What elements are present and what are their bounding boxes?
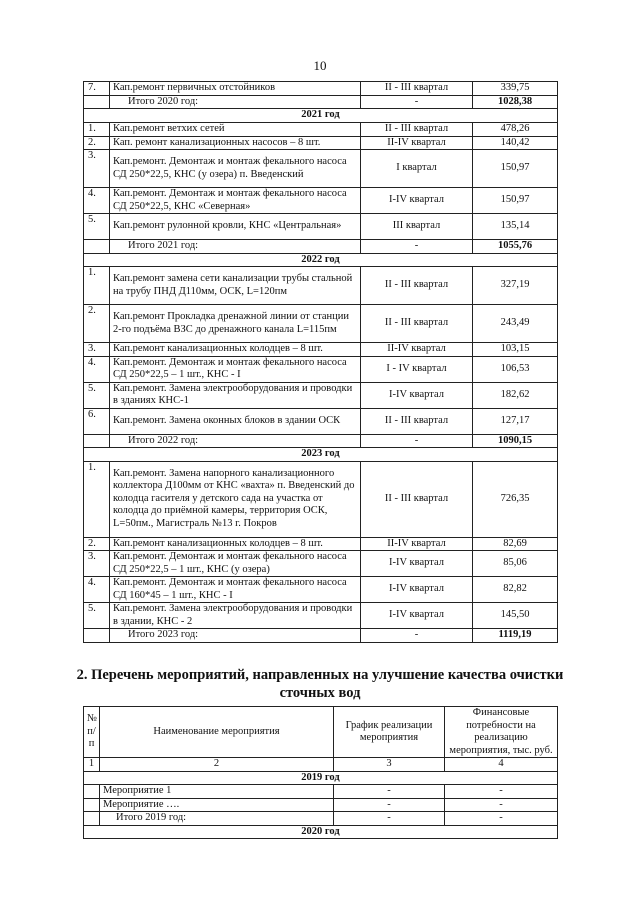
schedule-cell: II - III квартал (361, 461, 473, 537)
measure-name: Кап.ремонт канализационных колодцев – 8 шт. (110, 537, 361, 551)
schedule-cell: II - III квартал (361, 267, 473, 305)
measure-name: Кап.ремонт. Демонтаж и монтаж фекального насоса СД 250*22,5, КНС «Северная» (110, 188, 361, 214)
total-row (84, 434, 558, 448)
measure-name: Кап.ремонт Прокладка дренажной линии от станции 2-го подъёма ВЗС до дренажного канала L=115пм (110, 305, 361, 343)
measure-name: Кап.ремонт. Демонтаж и монтаж фекального насоса СД 160*45 – 1 шт., КНС - I (110, 577, 361, 603)
row-number (84, 798, 100, 812)
cost-cell: 1090,15 (473, 434, 558, 448)
cost-cell: 1119,19 (473, 629, 558, 643)
cost-cell: 106,53 (473, 356, 558, 382)
measure-name: Кап.ремонт. Замена оконных блоков в здании ОСК (110, 408, 361, 434)
schedule-cell: - (361, 240, 473, 254)
repair-plan-table (83, 81, 558, 643)
measure-name: Кап.ремонт рулонной кровли, КНС «Центральная» (110, 214, 361, 240)
header-num: № п/п (84, 707, 100, 758)
year-label: 2023 год (84, 448, 558, 462)
measure-name: Кап.ремонт. Замена электрооборудования и проводки в здании, КНС - 2 (110, 603, 361, 629)
cost-cell: 127,17 (473, 408, 558, 434)
row-number: 7. (84, 82, 110, 96)
schedule-cell: III квартал (361, 214, 473, 240)
table-row (84, 136, 558, 150)
measure-name: Итого 2019 год: (100, 812, 334, 826)
total-row (84, 240, 558, 254)
year-header-row (84, 448, 558, 462)
year-label: 2019 год (84, 771, 558, 785)
table-row (84, 150, 558, 188)
table-row (84, 188, 558, 214)
table-row (84, 305, 558, 343)
table-row (84, 603, 558, 629)
cost-cell: 150,97 (473, 150, 558, 188)
year-header-row (84, 109, 558, 123)
schedule-cell: - (334, 798, 445, 812)
schedule-cell: II - III квартал (361, 82, 473, 96)
cost-cell: 478,26 (473, 122, 558, 136)
cost-cell: 339,75 (473, 82, 558, 96)
measure-name: Кап.ремонт первичных отстойников (110, 82, 361, 96)
schedule-cell: - (361, 434, 473, 448)
measure-name: Итого 2023 год: (110, 629, 361, 643)
row-number: 3. (84, 343, 110, 357)
table-row (84, 408, 558, 434)
row-number: 5. (84, 382, 110, 408)
table-row (84, 382, 558, 408)
year-label: 2022 год (84, 253, 558, 267)
measure-name: Мероприятие 1 (100, 785, 334, 799)
cost-cell: - (445, 785, 558, 799)
row-number: 4. (84, 577, 110, 603)
schedule-cell: II-IV квартал (361, 537, 473, 551)
schedule-cell: - (334, 812, 445, 826)
page-number: 10 (313, 58, 327, 73)
measure-name: Кап.ремонт ветхих сетей (110, 122, 361, 136)
schedule-cell: II - III квартал (361, 408, 473, 434)
header-name: Наименование мероприятия (100, 707, 334, 758)
measure-name: Итого 2022 год: (110, 434, 361, 448)
row-number (84, 240, 110, 254)
cost-cell: 1055,76 (473, 240, 558, 254)
total-row (84, 812, 558, 826)
cost-cell: 103,15 (473, 343, 558, 357)
colnum-3: 3 (334, 758, 445, 772)
measure-name: Кап.ремонт. Замена электрооборудования и проводки в зданиях КНС-1 (110, 382, 361, 408)
measure-name: Кап.ремонт канализационных колодцев – 8 шт. (110, 343, 361, 357)
measure-name: Кап.ремонт. Демонтаж и монтаж фекального насоса СД 250*22,5 – 1 шт., КНС (у озера) (110, 551, 361, 577)
measure-name: Кап.ремонт. Демонтаж и монтаж фекального насоса СД 250*22,5, КНС (у озера) п. Введенский (110, 150, 361, 188)
column-numbers-row (84, 758, 558, 772)
colnum-4: 4 (445, 758, 558, 772)
year-label: 2020 год (84, 825, 558, 839)
schedule-cell: I - IV квартал (361, 356, 473, 382)
wastewater-measures-table (83, 706, 558, 839)
row-number (84, 812, 100, 826)
colnum-1: 1 (84, 758, 100, 772)
schedule-cell: - (361, 95, 473, 109)
table-row (84, 785, 558, 799)
table-row (84, 214, 558, 240)
measure-name: Итого 2020 год: (110, 95, 361, 109)
row-number (84, 434, 110, 448)
cost-cell: 726,35 (473, 461, 558, 537)
cost-cell: 150,97 (473, 188, 558, 214)
schedule-cell: I-IV квартал (361, 382, 473, 408)
schedule-cell: II-IV квартал (361, 136, 473, 150)
measure-name: Кап.ремонт замена сети канализации трубы стальной на трубу ПНД Д110мм, ОСК, L=120пм (110, 267, 361, 305)
measure-name: Мероприятие …. (100, 798, 334, 812)
colnum-2: 2 (100, 758, 334, 772)
table-row (84, 577, 558, 603)
row-number: 1. (84, 461, 110, 537)
cost-cell: 140,42 (473, 136, 558, 150)
row-number: 2. (84, 305, 110, 343)
table-header-row (84, 707, 558, 758)
table-row (84, 356, 558, 382)
row-number (84, 95, 110, 109)
total-row (84, 629, 558, 643)
table-row (84, 551, 558, 577)
year-header-row (84, 825, 558, 839)
measure-name: Кап.ремонт. Демонтаж и монтаж фекального насоса СД 250*22,5 – 1 шт., КНС - I (110, 356, 361, 382)
measure-name: Кап. ремонт канализационных насосов – 8 шт. (110, 136, 361, 150)
table-row (84, 798, 558, 812)
header-finance: Финансовые потребности на реализацию мероприятия, тыс. руб. (445, 707, 558, 758)
row-number: 5. (84, 214, 110, 240)
total-row (84, 95, 558, 109)
cost-cell: 243,49 (473, 305, 558, 343)
schedule-cell: - (361, 629, 473, 643)
year-label: 2021 год (84, 109, 558, 123)
row-number: 1. (84, 267, 110, 305)
schedule-cell: II - III квартал (361, 305, 473, 343)
schedule-cell: I-IV квартал (361, 188, 473, 214)
cost-cell: 82,69 (473, 537, 558, 551)
cost-cell: 182,62 (473, 382, 558, 408)
table-row (84, 343, 558, 357)
cost-cell: 1028,38 (473, 95, 558, 109)
schedule-cell: I-IV квартал (361, 603, 473, 629)
cost-cell: 145,50 (473, 603, 558, 629)
schedule-cell: I-IV квартал (361, 551, 473, 577)
schedule-cell: II - III квартал (361, 122, 473, 136)
table-row (84, 122, 558, 136)
table-row (84, 267, 558, 305)
header-schedule: График реализации мероприятия (334, 707, 445, 758)
measure-name: Кап.ремонт. Замена напорного канализационного коллектора Д100мм от КНС «вахта» п. Введенский до колодца гасителя у детского сада на участка от колодца до приёмной камеры, территория ОСК, L=50пм., Магистраль №13 г. Покров (110, 461, 361, 537)
table-row (84, 82, 558, 96)
cost-cell: 82,82 (473, 577, 558, 603)
schedule-cell: II-IV квартал (361, 343, 473, 357)
table-row (84, 461, 558, 537)
year-header-row (84, 771, 558, 785)
year-header-row (84, 253, 558, 267)
row-number: 2. (84, 537, 110, 551)
row-number: 6. (84, 408, 110, 434)
row-number: 1. (84, 122, 110, 136)
section-2-heading: 2. Перечень мероприятий, направленных на улучшение качества очистки сточных вод (76, 667, 564, 701)
cost-cell: - (445, 812, 558, 826)
row-number: 3. (84, 150, 110, 188)
schedule-cell: I квартал (361, 150, 473, 188)
measure-name: Итого 2021 год: (110, 240, 361, 254)
row-number: 3. (84, 551, 110, 577)
schedule-cell: - (334, 785, 445, 799)
cost-cell: - (445, 798, 558, 812)
cost-cell: 85,06 (473, 551, 558, 577)
row-number (84, 629, 110, 643)
row-number: 5. (84, 603, 110, 629)
row-number: 4. (84, 188, 110, 214)
row-number: 4. (84, 356, 110, 382)
schedule-cell: I-IV квартал (361, 577, 473, 603)
row-number (84, 785, 100, 799)
table-row (84, 537, 558, 551)
row-number: 2. (84, 136, 110, 150)
cost-cell: 327,19 (473, 267, 558, 305)
cost-cell: 135,14 (473, 214, 558, 240)
